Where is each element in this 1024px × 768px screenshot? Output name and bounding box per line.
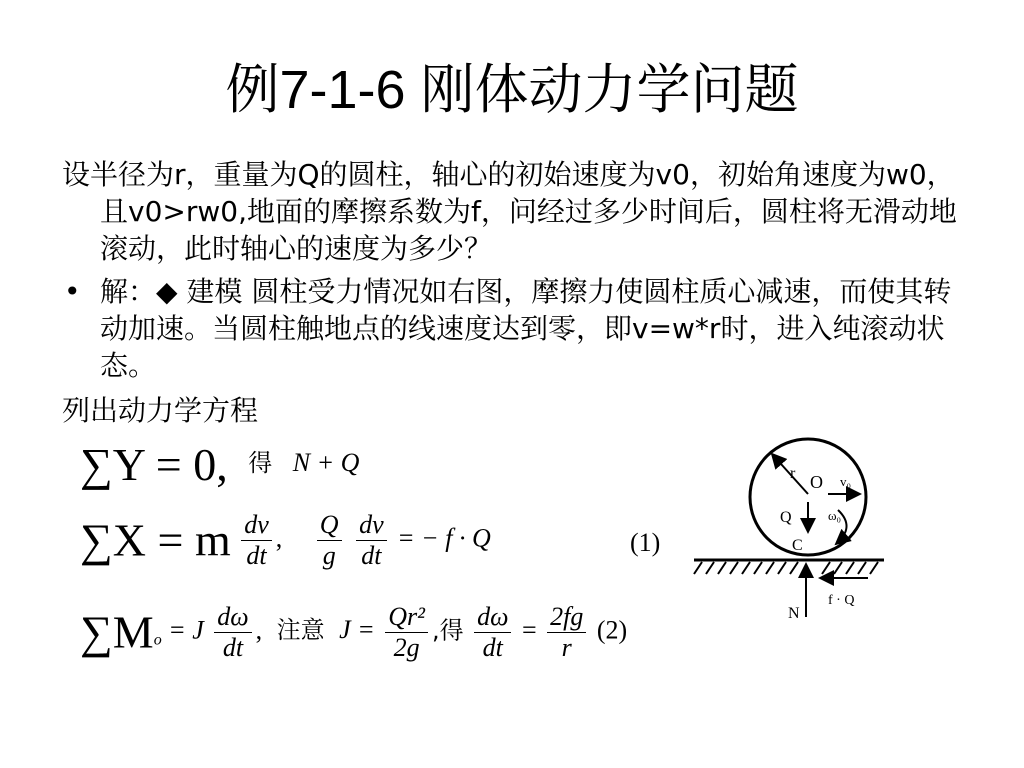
equations-heading: 列出动力学方程 — [62, 394, 259, 427]
eq3-frac-dw-dt-2 — [474, 602, 511, 663]
eq2-rhs: = − f · Q — [397, 523, 491, 553]
eq3-note: 注意 — [276, 616, 325, 645]
bullet-icon: • — [64, 275, 81, 308]
equation-3 — [80, 602, 627, 663]
problem-statement — [62, 156, 962, 267]
eq1-de: 得 — [248, 449, 273, 477]
eq3-frac1-den: dt — [222, 633, 244, 662]
eq3-label: (2) — [596, 615, 628, 645]
eq3-lhs: ∑M — [80, 606, 154, 658]
solution-bullet-item — [62, 273, 962, 384]
eq3-comma: , — [255, 615, 263, 645]
ground-hatch — [694, 562, 878, 574]
eq2-frac3-num: dv — [356, 510, 387, 541]
eq2-frac2-num: Q — [317, 510, 342, 541]
eq2-frac2-den: g — [322, 541, 336, 570]
eq3-frac2-den: 2g — [393, 633, 420, 662]
eq3-frac-2fg-r — [547, 602, 586, 663]
eq2-frac-dv-dt — [241, 510, 272, 571]
eq3-Jdef: J = — [339, 615, 375, 645]
equation-2 — [80, 510, 491, 571]
label-N: N — [788, 605, 800, 622]
label-C: C — [792, 537, 803, 554]
eq2-frac-Q-g — [317, 510, 342, 571]
eq3-frac2-num: Qr² — [385, 602, 428, 633]
eq2-frac1-den: dt — [246, 541, 267, 570]
eq2-frac3-den: dt — [361, 541, 382, 570]
eq3-frac1-num: dω — [214, 602, 251, 633]
cylinder-circle — [750, 439, 866, 555]
eq3-frac3-num: dω — [474, 602, 511, 633]
eq3-frac4-num: 2fg — [547, 602, 586, 633]
solution-paragraph — [62, 273, 962, 384]
label-fQ: f · Q — [828, 593, 855, 608]
eq2-frac-dv-dt-2 — [356, 510, 387, 571]
eq3-de: ,得 — [431, 616, 464, 645]
eq3-eq: = — [521, 615, 537, 645]
eq3-sub: o — [153, 631, 162, 649]
eq2-frac1-num: dv — [241, 510, 272, 541]
label-O: O — [810, 472, 823, 492]
cylinder-diagram — [688, 432, 888, 632]
eq3-eqJ: = J — [168, 615, 204, 645]
problem-text: 设半径为r，重量为Q的圆柱，轴心的初始速度为v0，初始角速度为w0，且v0>rw0,地面的摩擦系数为f，问经过多少时间后，圆柱将无滑动地滚动，此时轴心的速度为多少？ — [62, 158, 957, 265]
eq3-frac3-den: dt — [482, 633, 503, 662]
label-w0: ω₀ — [828, 508, 842, 523]
label-v0: v₀ — [840, 474, 852, 489]
label-Q: Q — [780, 509, 792, 526]
solution-text: 解：◆ 建模 圆柱受力情况如右图，摩擦力使圆柱质心减速，而使其转动加速。当圆柱触地点的线速度达到零，即v=w*r时，进入纯滚动状态。 — [100, 275, 952, 382]
equation-1 — [80, 439, 360, 491]
eq3-frac-Qr2-2g — [385, 602, 428, 663]
eq2-comma: , — [275, 523, 283, 553]
slide-title: 例7-1-6 刚体动力学问题 — [225, 60, 799, 120]
eq1-sum: ∑Y = 0, — [80, 439, 228, 491]
eq2-lhs: ∑X = m — [80, 514, 231, 566]
eq1-rhs: N + Q — [292, 448, 360, 477]
equation-1-label: (1) — [630, 528, 661, 557]
eq3-frac-dw-dt — [214, 602, 251, 663]
label-r: r — [790, 465, 796, 482]
eq3-frac4-den: r — [561, 633, 572, 662]
